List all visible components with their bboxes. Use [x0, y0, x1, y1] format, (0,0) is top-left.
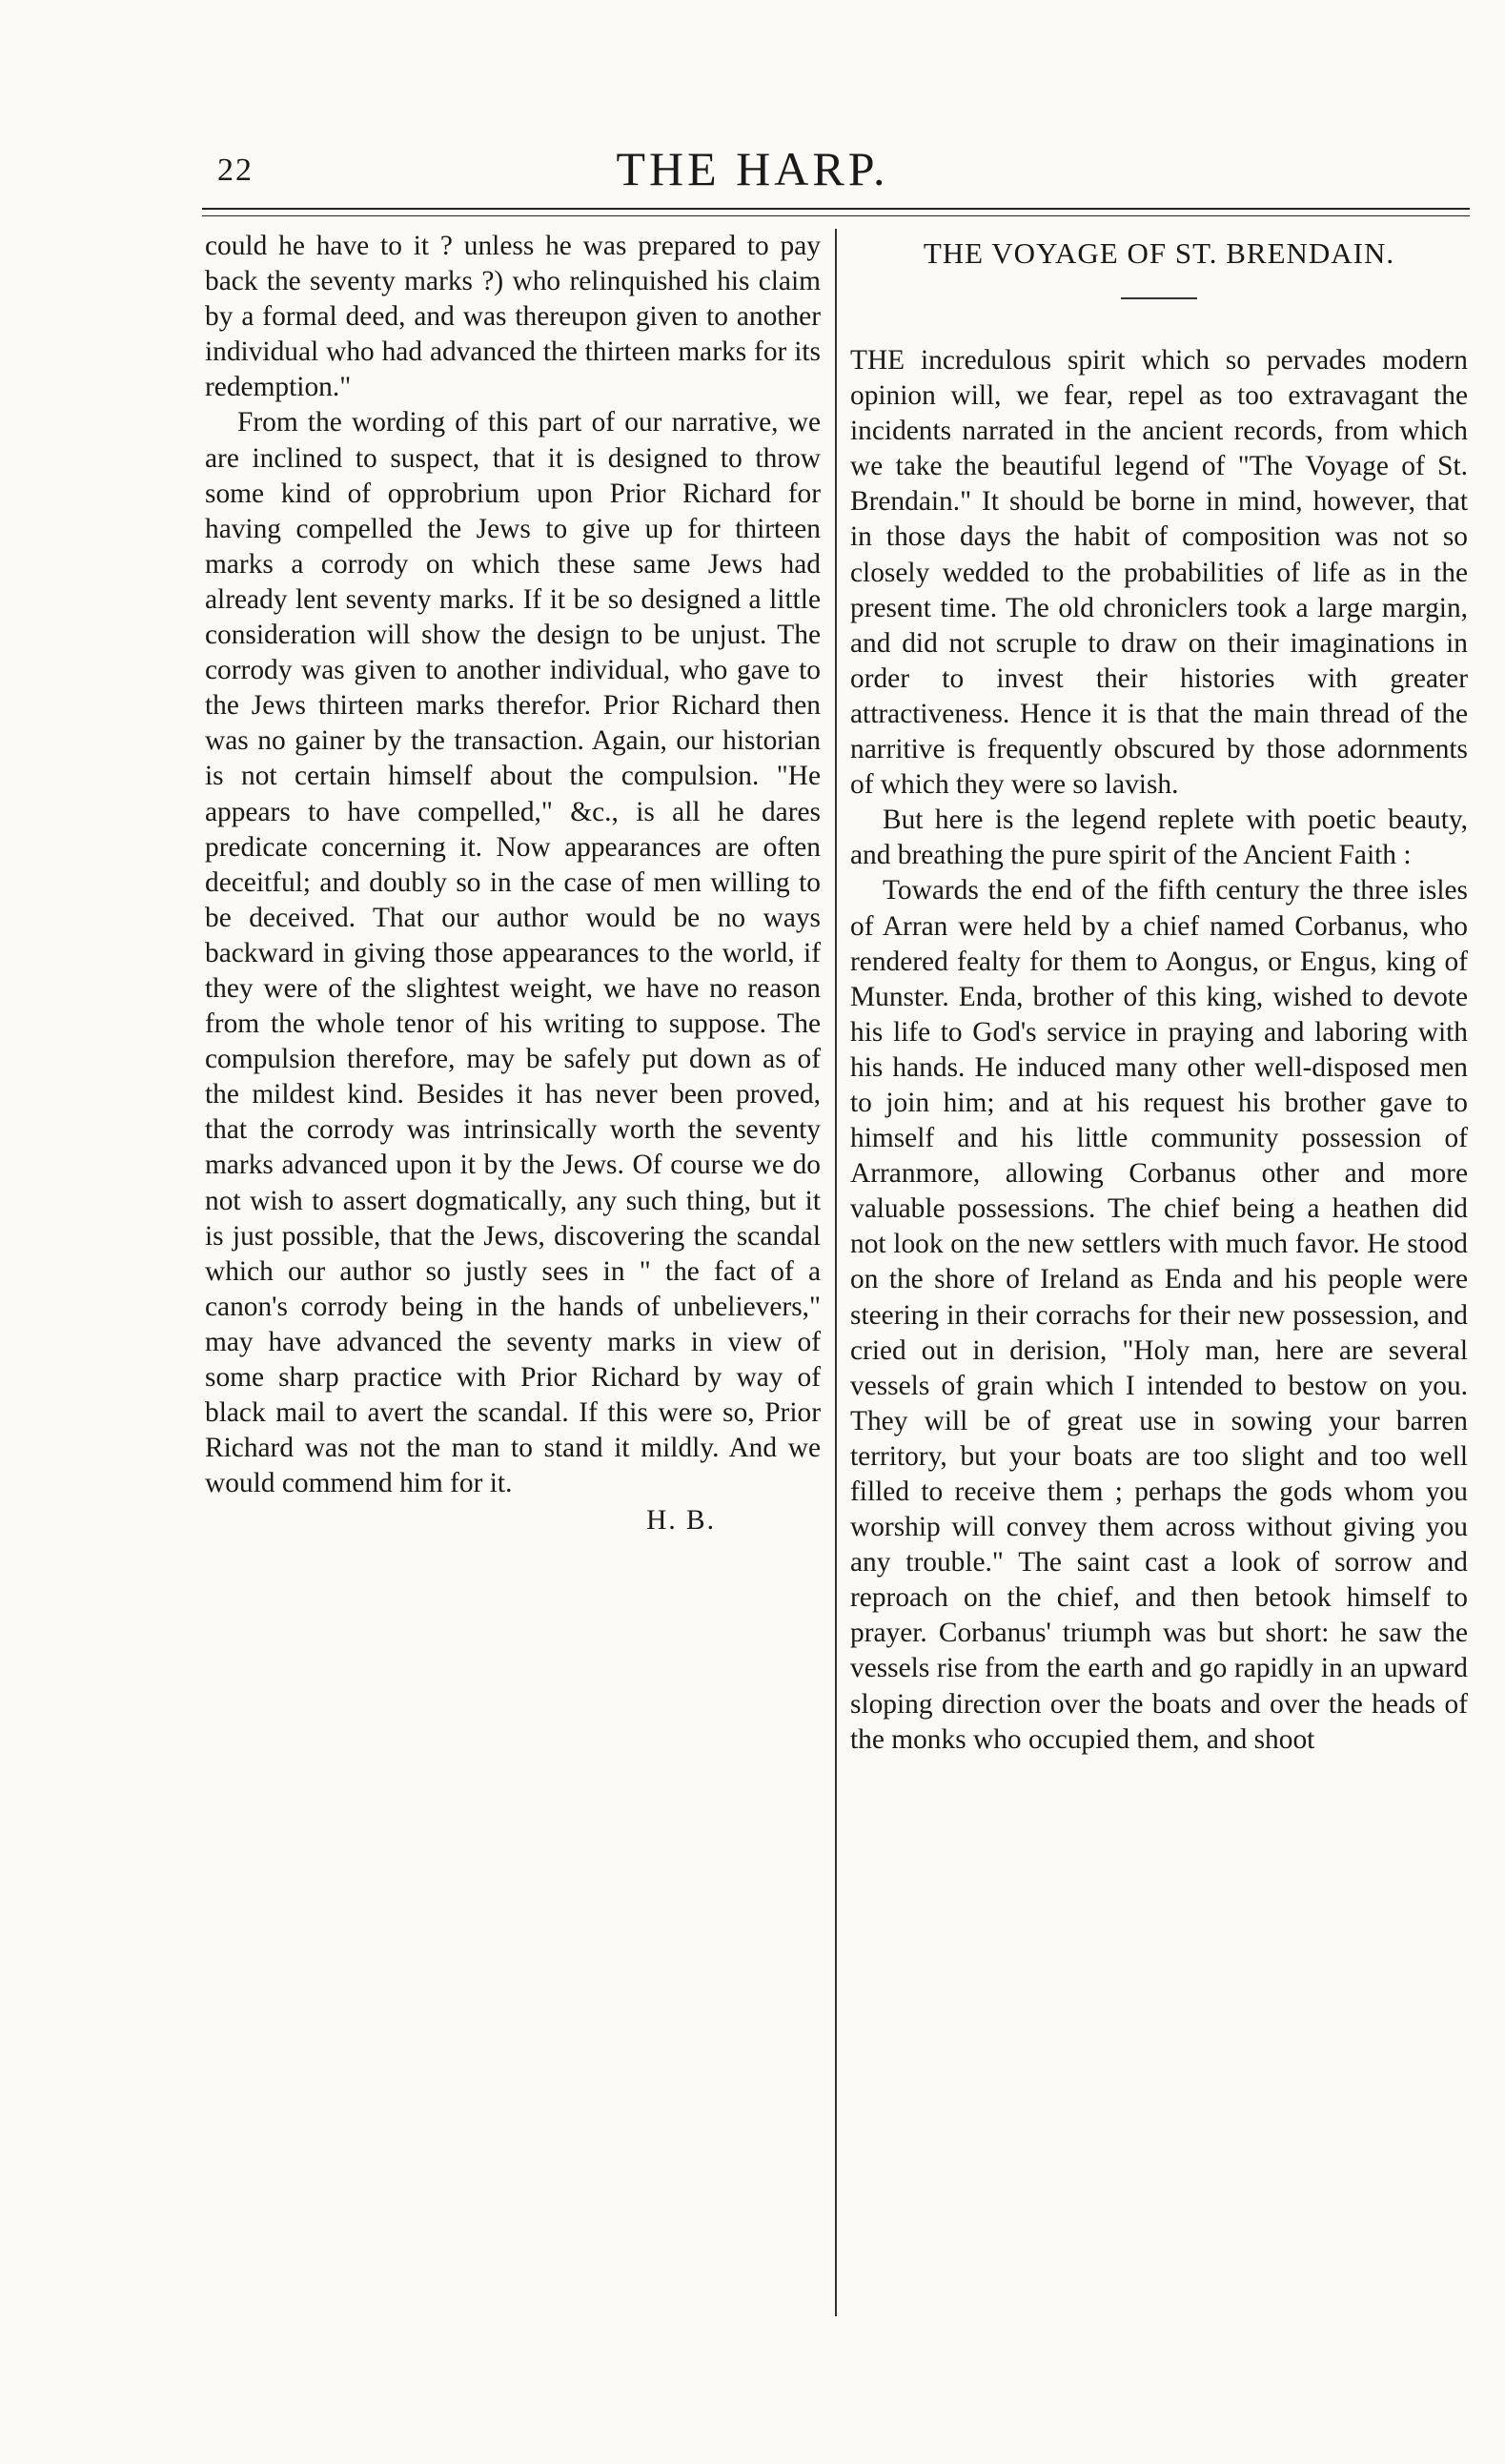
left-paragraph-1: could he have to it ? unless he was prepared to pay back the seventy marks ?) who relinquished his claim by a formal deed, and was thereupon given to another individual who had advanced the thirteen marks for its redemption.": [205, 231, 821, 403]
right-paragraph-1: THE incredulous spirit which so pervades modern opinion will, we fear, repel as too extravagant the incidents narrated in the ancient records, from which we take the beautiful legend of "The Voyage of St. Brendain." It should be borne in mind, however, that in those days the habit of composition was not so closely wedded to the probabilities of life as in the present time. The old chroniclers took a large margin, and did not scruple to draw on their imaginations in order to invest their histories with greater attractiveness. Hence it is that the main thread of the narritive is frequently obscured by those adornments of which they were so lavish.: [850, 345, 1468, 801]
page-number: 22: [217, 153, 254, 188]
article-title: THE VOYAGE OF ST. BRENDAIN.: [923, 236, 1395, 270]
header-rule-thick: [202, 208, 1470, 210]
left-column: [205, 229, 821, 1538]
right-paragraph-3: Towards the end of the fifth century the three isles of Arran were held by a chief named Corbanus, who rendered fealty for them to Aongus, or Engus, king of Munster. Enda, brother of this king, wished to devote his life to God's service in praying and laboring with his hands. He induced many other well-disposed men to join him; and at his request his brother gave to himself and his little community possession of Arranmore, allowing Corbanus other and more valuable possessions. The chief being a heathen did not look on the new settlers with much favor. He stood on the shore of Ireland as Enda and his people were steering in their corrachs for their new possession, and cried out in derision, "Holy man, here are several vessels of grain which I intended to bestow on you. They will be of great use in sowing your barren territory, but your boats are too slight and too well filled to receive them ; perhaps the gods whom you worship will convey them across without giving you any trouble." The saint cast a look of sorrow and reproach on the chief, and then betook himself to prayer. Corbanus' triumph was but short: he saw the vessels rise from the earth and go rapidly in an upward sloping direction over the boats and over the heads of the monks who occupied them, and shoot: [850, 875, 1468, 1755]
publication-title: THE HARP.: [616, 142, 889, 195]
title-rule: [1121, 297, 1197, 299]
left-paragraph-2: From the wording of this part of our narrative, we are inclined to suspect, that it is designed to throw some kind of opprobrium upon Prior Richard for having compelled the Jews to give up for thirteen marks a corrody on which these same Jews had already lent seventy marks. If it be so designed a little consideration will show the design to be unjust. The corrody was given to another individual, who gave to the Jews thirteen marks therefor. Prior Richard then was no gainer by the transaction. Again, our historian is not certain himself about the compulsion. "He appears to have compelled," &c., is all he dares predicate concerning it. Now appearances are often deceitful; and doubly so in the case of men willing to be deceived. That our author would be no ways backward in giving those appearances to the world, if they were of the slightest weight, we have no reason from the whole tenor of his writing to suppose. The compulsion therefore, may be safely put down as of the mildest kind. Besides it has never been proved, that the corrody was intrinsically worth the seventy marks advanced upon it by the Jews. Of course we do not wish to assert dogmatically, any such thing, but it is just possible, that the Jews, discovering the scandal which our author so justly sees in " the fact of a canon's corrody being in the hands of unbelievers," may have advanced the seventy marks in view of some sharp practice with Prior Richard by way of black mail to avert the scandal. If this were so, Prior Richard was not the man to stand it mildly. And we would commend him for it.: [205, 407, 821, 1499]
right-column: [850, 227, 1468, 1758]
signature: H. B.: [646, 1505, 716, 1537]
header-rule-thin: [202, 215, 1470, 216]
column-divider: [835, 229, 837, 2316]
right-paragraph-2: But here is the legend replete with poetic beauty, and breathing the pure spirit of the Ancient Faith :: [850, 804, 1468, 871]
